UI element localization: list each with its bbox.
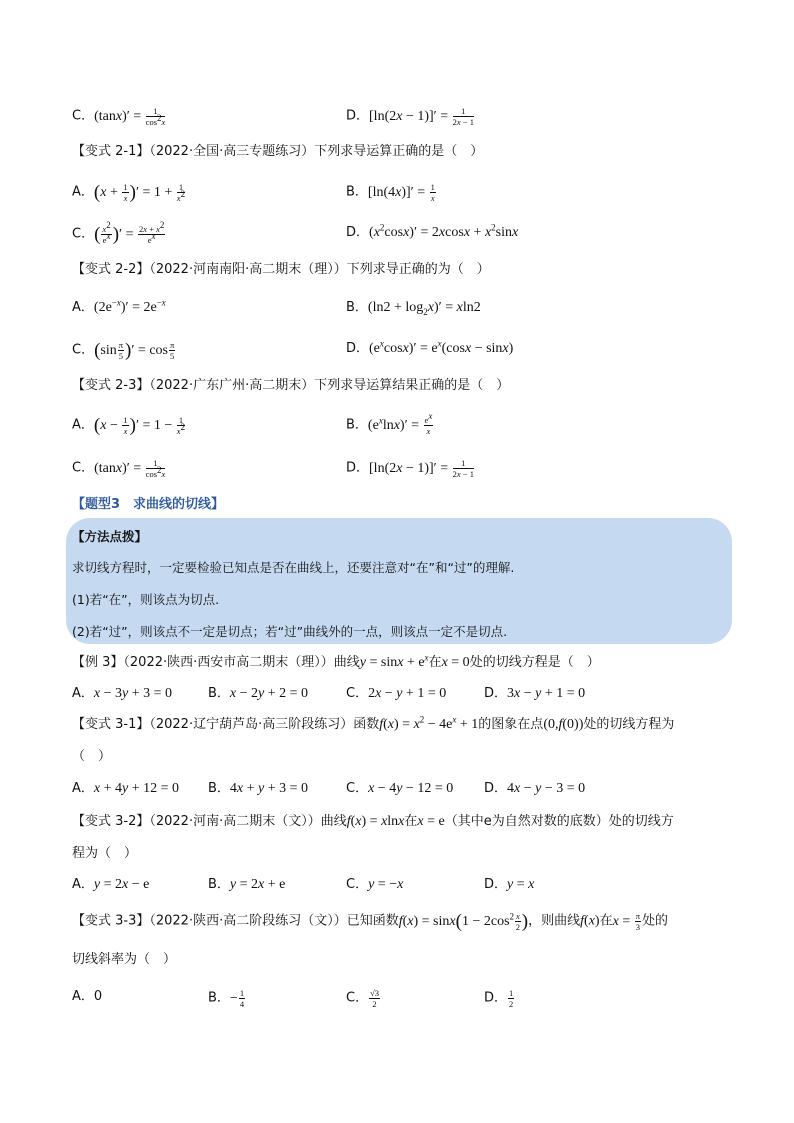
question-stem: 【变式 2-3】（2022·广东广州·高二期末）下列求导运算结果正确的是（ ）: [72, 378, 510, 393]
question-stem: 【变式 3-3】（2022·陕西·高二阶段练习（文））已知函数$f(x) = \sin x(1 - 2\cos^2$ $\frac{x}{2}$ )，则曲线f(x)在x = $\frac{\pi}{3}$ 处的: [72, 910, 669, 932]
method-line: (2)若“过”，则该点不一定是切点；若“过”曲线外的一点，则该点一定不是切点.: [72, 624, 508, 639]
option-a: A．$(2e^{-x})' = 2e^{-x}$: [72, 297, 166, 315]
option-b: B．4x + y + 3 = 0: [208, 781, 309, 796]
option-b: B．$(\ln 2 + \log_2x)' = xln2$: [346, 300, 481, 317]
option-c: C．(tanx)′ = $\frac{1}{\cos^2x}$: [72, 458, 166, 479]
option-d: D．$(e^x\cos x)' = e^x(\cos x - \sin x)$: [346, 338, 514, 356]
question-stem: 【变式 3-2】（2022·河南·高二期末（文））曲线f(x) = xlnx在x = e（其中e为自然对数的底数）处的切线方: [72, 814, 674, 829]
question-stem: 【例 3】（2022·陕西·西安市高二期末（理））曲线$y = \sin x + e^x$在x = 0处的切线方程是（ ）: [72, 652, 600, 670]
option-d: D．$(x^2\cos x)' = 2xcosx + x^2\sin x$: [346, 222, 519, 240]
option-c: C．y = −x: [346, 877, 404, 892]
option-d: D．y = x: [484, 877, 535, 892]
option-b: B．[ln(4x)]′ = $\frac{1}{x}$: [346, 182, 435, 203]
option-a: A．0: [72, 989, 103, 1004]
option-c-line: C．(tanx)′ = $\frac{1}{\cos^2x}$: [72, 106, 166, 127]
option-d: D．3x − y + 1 = 0: [484, 686, 586, 701]
option-a: A．(x + $\frac{1}{x}$ )′ = 1 + $\frac{1}{x^2}$: [72, 181, 186, 203]
option-b: B．$(e^x\ln x)'$ = $\frac{e^x}{x}$: [346, 411, 433, 436]
option-a: A．y = 2x − e: [72, 877, 150, 892]
method-line: (1)若“在”，则该点为切点.: [72, 592, 220, 607]
option-d: D． $\frac{1}{2}$: [484, 988, 514, 1009]
option-a: A．(x − $\frac{1}{x}$ )′ = 1 − $\frac{1}{x^2}$: [72, 414, 186, 436]
option-b: B．x − 2y + 2 = 0: [208, 686, 309, 701]
option-a: A．x + 4y + 12 = 0: [72, 781, 180, 796]
option-c: C．x − 4y − 12 = 0: [346, 781, 454, 796]
option-d-line: D．[ln(2x − 1)]′ = $\frac{1}{2x - 1}$: [346, 106, 474, 127]
option-d: D．4x − y − 3 = 0: [484, 781, 586, 796]
option-d: D．[ln(2x − 1)]′ = $\frac{1}{2x - 1}$: [346, 458, 474, 479]
question-stem: 【变式 2-1】（2022·全国·高三专题练习）下列求导运算正确的是（ ）: [72, 144, 484, 159]
section-heading: 【题型3 求曲线的切线】: [72, 497, 225, 512]
method-line: 求切线方程时，一定要检验已知点是否在曲线上，还要注意对“在”和“过”的理解.: [72, 560, 515, 575]
option-c: C．2x − y + 1 = 0: [346, 686, 447, 701]
question-stem-cont: （ ）: [72, 749, 112, 764]
option-c: C．( $\frac{x^2}{e^x}$ )′ = $\frac{2x + x^2}{e^x}$: [72, 220, 165, 245]
question-stem: 【变式 3-1】（2022·辽宁葫芦岛·高三阶段练习）函数$f(x) = x^2 - 4e^x + 1$的图象在点(0,f(0))处的切线方程为: [72, 714, 675, 732]
method-title: 【方法点拨】: [72, 529, 148, 544]
question-stem: 【变式 2-2】（2022·河南南阳·高二期末（理））下列求导正确的为（ ）: [72, 262, 490, 277]
question-stem-cont: 切线斜率为（ ）: [72, 952, 177, 967]
option-a: A．x − 3y + 3 = 0: [72, 686, 173, 701]
question-stem-cont: 程为（ ）: [72, 846, 138, 861]
option-b: B．y = 2x + e: [208, 877, 286, 892]
option-c: C．(sin $\frac{\pi}{5}$ )′ = cos $\frac{\pi}{5}$: [72, 339, 175, 361]
option-b: B．− $\frac{1}{4}$: [208, 988, 245, 1009]
option-c: C． $\frac{√3}{2}$: [346, 988, 379, 1009]
